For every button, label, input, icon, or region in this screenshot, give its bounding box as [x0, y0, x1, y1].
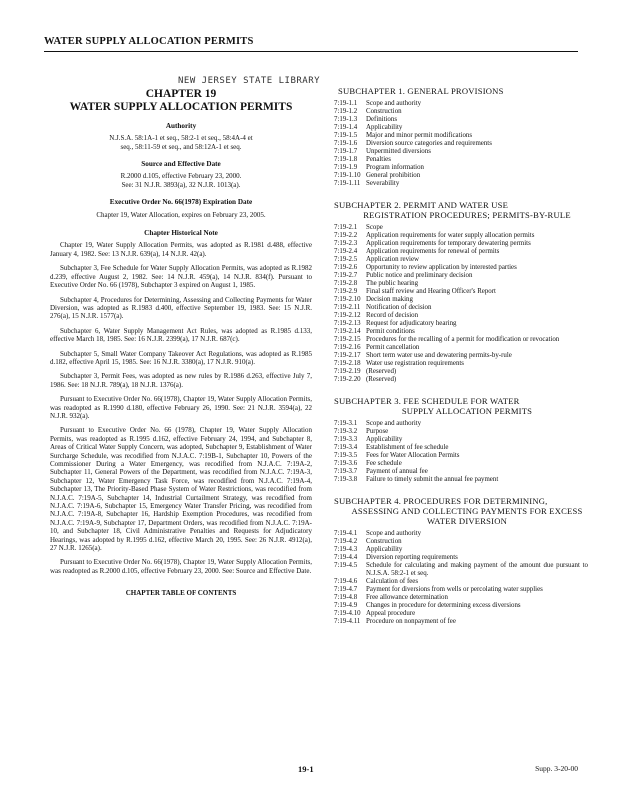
- section-number: 7:19-2.12: [334, 312, 361, 319]
- section-title: Scope and authority: [366, 100, 422, 107]
- subchapter-section: [334, 200, 588, 384]
- toc-entry: [334, 594, 588, 602]
- section-title: Procedures for the recalling of a permit for modification or revocation: [366, 336, 560, 343]
- section-number: 7:19-2.9: [334, 288, 358, 295]
- section-number: 7:19-3.8: [334, 476, 358, 483]
- source-line: See: 31 N.J.R. 3893(a), 32 N.J.R. 1013(a).: [121, 180, 241, 189]
- section-number: 7:19-2.4: [334, 248, 358, 255]
- subchapter-title-text: SUBCHAPTER 3. FEE SCHEDULE FOR WATER: [334, 396, 520, 406]
- table-of-contents-heading: CHAPTER TABLE OF CONTENTS: [125, 589, 237, 598]
- section-title: Scope and authority: [366, 420, 422, 427]
- section-number: 7:19-3.4: [334, 444, 358, 451]
- section-number: 7:19-2.17: [334, 352, 361, 359]
- toc-entry: [334, 288, 588, 296]
- section-title: Opportunity to review application by interested parties: [366, 264, 517, 271]
- toc-entry: [334, 586, 588, 594]
- section-title: Penalties: [366, 156, 391, 163]
- section-title: Appeal procedure: [366, 610, 416, 617]
- section-title: Application review: [366, 256, 420, 263]
- section-number: 7:19-3.1: [334, 420, 358, 427]
- section-title: Application requirements for renewal of permits: [366, 248, 500, 255]
- table-of-contents: [334, 86, 588, 638]
- subchapter-section: [334, 396, 588, 484]
- section-title: Scope: [366, 224, 383, 231]
- library-stamp: NEW JERSEY STATE LIBRARY: [178, 76, 321, 86]
- section-title: Notification of decision: [366, 304, 432, 311]
- subchapter-title-text: SUBCHAPTER 1. GENERAL PROVISIONS: [338, 86, 504, 96]
- toc-entry: [334, 256, 588, 264]
- section-title: Severability: [366, 180, 400, 187]
- section-number: 7:19-3.3: [334, 436, 358, 443]
- section-title: Applicability: [366, 436, 403, 443]
- toc-entry: [334, 132, 588, 140]
- toc-entry: [334, 546, 588, 554]
- executive-order-heading: Executive Order No. 66(1978) Expiration Date: [109, 198, 253, 207]
- subchapter-section: [334, 86, 588, 188]
- toc-entry: [334, 328, 588, 336]
- history-paragraph: Subchapter 4, Procedures for Determining, Assessing and Collecting Payments for Water Diversion, was adopted as R.1983 d.400, effective September 19, 1983. See: 15 N.J.R. 276(a), 15 N.J.R. 1577(a).: [50, 295, 312, 321]
- toc-entry: [334, 368, 588, 376]
- section-number: 7:19-1.11: [334, 180, 361, 187]
- section-number: 7:19-1.5: [334, 132, 358, 139]
- section-title: Request for adjudicatory hearing: [366, 320, 457, 327]
- header-rule: [44, 51, 578, 52]
- section-title: Free allowance determination: [366, 594, 448, 601]
- section-title: General prohibition: [366, 172, 421, 179]
- section-number: 7:19-4.7: [334, 586, 358, 593]
- toc-entry: [334, 264, 588, 272]
- history-paragraph: Chapter 19, Water Supply Allocation Permits, was adopted as R.1981 d.488, effective January 4, 1982. See: 13 N.J.R. 639(a), 14 N.J.R. 42(a).: [50, 241, 312, 258]
- subchapter-section: [334, 496, 588, 626]
- section-number: 7:19-4.5: [334, 562, 358, 569]
- toc-entry: [334, 436, 588, 444]
- section-number: 7:19-2.19: [334, 368, 361, 375]
- toc-entry: [334, 296, 588, 304]
- history-paragraph: Pursuant to Executive Order No. 66(1978), Chapter 19, Water Supply Allocation Permits, was readopted as R.2000 d.105, effective February 23, 2000. See: Source and Effective Date.: [50, 558, 312, 575]
- history-paragraph: Subchapter 6, Water Supply Management Act Rules, was adopted as R.1985 d.133, effective March 18, 1985. See: 16 N.J.R. 2399(a), 17 N.J.R. 687(c).: [50, 326, 312, 344]
- toc-entry: [334, 578, 588, 586]
- toc-entry: [334, 100, 588, 108]
- toc-entry: [334, 240, 588, 248]
- section-title: Fees for Water Allocation Permits: [366, 452, 460, 459]
- section-number: 7:19-2.14: [334, 328, 361, 335]
- history-paragraph: Subchapter 3, Fee Schedule for Water Supply Allocation Permits, was adopted as R.1982 d.239, effective August 2, 1982. See: 14 N.J.R. 459(a), 14 N.J.R. 834(f). Pursuant to Executive Order No. 66 (1978), Subchapter 3 expired on August 1, 1985.: [50, 264, 312, 290]
- section-title: Failure to timely submit the annual fee payment: [366, 476, 499, 483]
- section-number: 7:19-2.6: [334, 264, 358, 271]
- section-title: Fee schedule: [366, 460, 402, 467]
- toc-entry: [334, 428, 588, 436]
- toc-entry: [334, 538, 588, 546]
- section-title: Schedule for calculating and making payment of the amount due pursuant to N.J.S.A. 58:2-1 et seq.: [366, 562, 588, 577]
- section-number: 7:19-2.11: [334, 304, 361, 311]
- section-title: Establishment of fee schedule: [366, 444, 449, 451]
- section-number: 7:19-1.6: [334, 140, 358, 147]
- toc-entry: [334, 460, 588, 468]
- section-title: Application requirements for temporary dewatering permits: [366, 240, 531, 247]
- section-title: Applicability: [366, 546, 403, 553]
- page-number: 19-1: [298, 764, 314, 774]
- toc-entry: [334, 336, 588, 344]
- toc-entry: [334, 452, 588, 460]
- section-number: 7:19-1.8: [334, 156, 358, 163]
- toc-entry: [334, 554, 588, 562]
- toc-entry: [334, 232, 588, 240]
- section-title: Construction: [366, 108, 402, 115]
- section-title: Short term water use and dewatering permits-by-rule: [366, 352, 512, 359]
- toc-entry: [334, 468, 588, 476]
- toc-entry: [334, 602, 588, 610]
- section-title: Record of decision: [366, 312, 419, 319]
- section-number: 7:19-4.6: [334, 578, 358, 585]
- section-number: 7:19-2.3: [334, 240, 358, 247]
- section-number: 7:19-2.10: [334, 296, 361, 303]
- section-number: 7:19-4.1: [334, 530, 358, 537]
- section-number: 7:19-2.16: [334, 344, 361, 351]
- section-title: Calculation of fees: [366, 578, 419, 585]
- section-number: 7:19-4.8: [334, 594, 358, 601]
- section-number: 7:19-3.5: [334, 452, 358, 459]
- authority-heading: Authority: [165, 121, 197, 130]
- section-title: Decision making: [366, 296, 413, 303]
- section-title: Diversion source categories and requirements: [366, 140, 492, 147]
- toc-entry: [334, 280, 588, 288]
- section-title: Definitions: [366, 116, 398, 123]
- section-title: (Reserved): [366, 368, 397, 375]
- section-number: 7:19-1.1: [334, 100, 358, 107]
- section-number: 7:19-4.3: [334, 546, 358, 553]
- toc-entry: [334, 344, 588, 352]
- section-number: 7:19-2.8: [334, 280, 358, 287]
- section-number: 7:19-4.2: [334, 538, 358, 545]
- section-number: 7:19-2.5: [334, 256, 358, 263]
- section-number: 7:19-2.7: [334, 272, 358, 279]
- toc-entry: [334, 312, 588, 320]
- toc-entry: [334, 156, 588, 164]
- section-title: Purpose: [366, 428, 389, 435]
- history-paragraph: Subchapter 3, Permit Fees, was adopted as new rules by R.1986 d.263, effective July 7, 1986. See: 18 N.J.R. 789(a), 18 N.J.R. 1376(a).: [50, 372, 312, 389]
- authority-line: N.J.S.A. 58:1A-1 et seq., 58:2-1 et seq., 58:4A-4 et: [109, 134, 253, 143]
- toc-entry: [334, 108, 588, 116]
- section-title: (Reserved): [366, 376, 397, 383]
- toc-entry: [334, 562, 588, 578]
- historical-note-heading: Chapter Historical Note: [144, 229, 218, 238]
- section-title: Scope and authority: [366, 530, 422, 537]
- history-paragraph: Pursuant to Executive Order No. 66(1978), Chapter 19, Water Supply Allocation Permits, was readopted as R.1990 d.180, effective February 26, 1990. See: 21 N.J.R. 3594(a), 22 N.J.R. 932(a).: [50, 395, 312, 420]
- toc-entry: [334, 224, 588, 232]
- toc-entry: [334, 248, 588, 256]
- subchapter-title-continuation: SUPPLY ALLOCATION PERMITS: [401, 406, 533, 416]
- section-number: 7:19-1.2: [334, 108, 358, 115]
- toc-entry: [334, 376, 588, 384]
- history-paragraph: Subchapter 5, Small Water Company Takeover Act Regulations, was adopted as R.1985 d.182, effective April 15, 1985. See: 16 N.J.R. 3380(a), 17 N.J.R. 910(a).: [50, 349, 312, 366]
- toc-entry: [334, 530, 588, 538]
- section-title: Program information: [366, 164, 424, 171]
- section-title: Diversion reporting requirements: [366, 554, 458, 561]
- section-number: 7:19-1.7: [334, 148, 358, 155]
- section-number: 7:19-1.3: [334, 116, 358, 123]
- toc-entry: [334, 124, 588, 132]
- section-number: 7:19-4.11: [334, 618, 361, 625]
- section-number: 7:19-1.4: [334, 124, 358, 131]
- toc-entry: [334, 164, 588, 172]
- subchapter-title: [334, 86, 588, 96]
- section-number: 7:19-1.10: [334, 172, 361, 179]
- subchapter-title-continuation: ASSESSING AND COLLECTING PAYMENTS FOR EXCESS WATER DIVERSION: [351, 506, 583, 526]
- toc-entry: [334, 180, 588, 188]
- toc-entry: [334, 360, 588, 368]
- section-number: 7:19-3.6: [334, 460, 358, 467]
- chapter-title: WATER SUPPLY ALLOCATION PERMITS: [69, 101, 293, 114]
- section-title: Permit cancellation: [366, 344, 420, 351]
- history-paragraph: Pursuant to Executive Order No. 66 (1978), Chapter 19, Water Supply Allocation Permits, was readopted as R.1995 d.162, effective February 24, 1994, and Subchapter 8, Areas of Critical Water Supply Concern, was adopted, Subchapter 9, Establishment of Water Surcharge Schedule, was recodified from N.J.A.C. 7:19B-1, Subchapter 10, Powers of the Commissioner During a Water Emergency, was recodified from N.J.A.C. 7:19A-2, Subchapter 11, General Powers of the Department, was recodified from N.J.A.C. 7:19A-3, Subchapter 12, Water Emergency Task Force, was recodified from N.J.A.C. 7:19A-4, Subchapter 13, The Priority-Based Phase System of Water Restrictions, was recodified from N.J.A.C. 7:19A-5, Subchapter 14, Industrial Curtailment Strategy, was recodified from N.J.A.C. 7:19A-6, Subchapter 15, Emergency Water Transfer Pricing, was recodified from N.J.A.C. 7:19A-8, Subchapter 16, Hardship Exemption Procedures, was recodified from N.J.A.C. 7:19A-9, Subchapter 17, Department Orders, was recodified from N.J.A.C. 7:19A-10, and Subchapter 18, Civil Administrative Penalties and Requests for Adjudicatory Hearings, was adopted by R.1995 d.162, effective March 20, 1995. See: 26 N.J.R. 4912(a), 27 N.J.R. 1265(a).: [50, 426, 312, 553]
- subchapter-title-text: SUBCHAPTER 4. PROCEDURES FOR DETERMINING,: [334, 496, 548, 506]
- section-title: Construction: [366, 538, 402, 545]
- section-title: Public notice and preliminary decision: [366, 272, 473, 279]
- section-number: 7:19-2.20: [334, 376, 361, 383]
- section-title: The public hearing: [366, 280, 419, 287]
- section-number: 7:19-2.13: [334, 320, 361, 327]
- section-number: 7:19-3.7: [334, 468, 358, 475]
- toc-entry: [334, 116, 588, 124]
- executive-order-text: Chapter 19, Water Allocation, expires on February 23, 2005.: [96, 210, 266, 219]
- authority-line: seq., 58:11-59 et seq., and 58:12A-1 et seq.: [120, 142, 242, 151]
- subchapter-title: [334, 200, 588, 220]
- section-title: Payment for diversions from wells or percolating water supplies: [366, 586, 543, 593]
- subchapter-title-continuation: REGISTRATION PROCEDURES; PERMITS-BY-RULE: [363, 210, 571, 220]
- toc-entry: [334, 320, 588, 328]
- running-head: WATER SUPPLY ALLOCATION PERMITS: [44, 36, 254, 47]
- chapter-number: CHAPTER 19: [145, 88, 217, 100]
- toc-entry: [334, 140, 588, 148]
- subchapter-title-text: SUBCHAPTER 2. PERMIT AND WATER USE: [334, 200, 509, 210]
- section-title: Major and minor permit modifications: [366, 132, 473, 139]
- source-line: R.2000 d.105, effective February 23, 2000.: [120, 172, 242, 181]
- toc-entry: [334, 476, 588, 484]
- toc-entry: [334, 172, 588, 180]
- section-title: Payment of annual fee: [366, 468, 428, 475]
- supplement-date: Supp. 3-20-00: [535, 764, 578, 773]
- section-number: 7:19-4.9: [334, 602, 358, 609]
- section-number: 7:19-4.10: [334, 610, 361, 617]
- section-title: Permit conditions: [366, 328, 415, 335]
- section-title: Application requirements for water supply allocation permits: [366, 232, 535, 239]
- source-heading: Source and Effective Date: [141, 160, 221, 169]
- section-title: Unpermitted diversions: [366, 148, 431, 155]
- section-title: Changes in procedure for determining excess diversions: [366, 602, 521, 609]
- section-number: 7:19-3.2: [334, 428, 358, 435]
- section-title: Final staff review and Hearing Officer's Report: [366, 288, 496, 295]
- section-number: 7:19-4.4: [334, 554, 358, 561]
- section-title: Procedure on nonpayment of fee: [366, 618, 456, 625]
- section-number: 7:19-1.9: [334, 164, 358, 171]
- left-column: [50, 86, 312, 598]
- toc-entry: [334, 618, 588, 626]
- toc-entry: [334, 420, 588, 428]
- section-number: 7:19-2.1: [334, 224, 358, 231]
- toc-entry: [334, 610, 588, 618]
- toc-entry: [334, 444, 588, 452]
- subchapter-title: [334, 496, 588, 526]
- toc-entry: [334, 148, 588, 156]
- section-number: 7:19-2.18: [334, 360, 361, 367]
- toc-entry: [334, 272, 588, 280]
- toc-entry: [334, 304, 588, 312]
- section-title: Applicability: [366, 124, 403, 131]
- toc-entry: [334, 352, 588, 360]
- section-number: 7:19-2.15: [334, 336, 361, 343]
- section-number: 7:19-2.2: [334, 232, 358, 239]
- section-title: Water use registration requirements: [366, 360, 464, 367]
- subchapter-title: [334, 396, 588, 416]
